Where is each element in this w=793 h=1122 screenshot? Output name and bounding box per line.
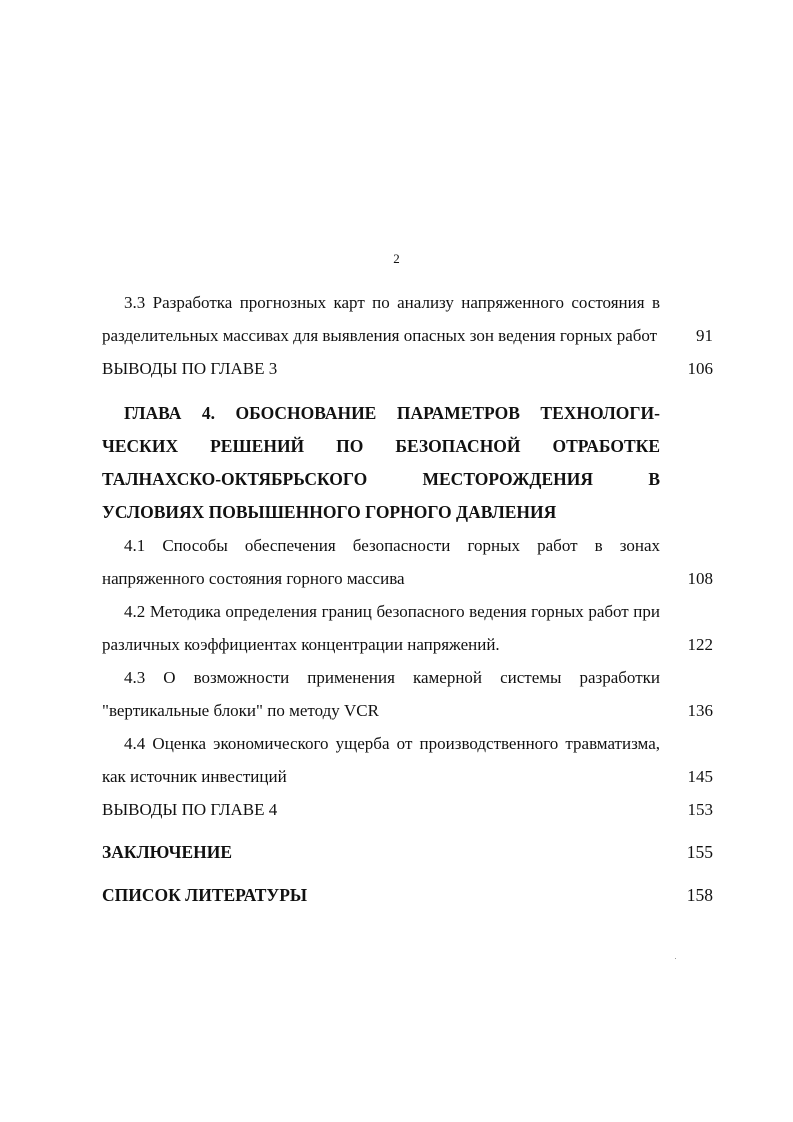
page-number: 2 (393, 251, 400, 266)
toc-entry-page: 158 (686, 885, 713, 905)
toc-entry-page: 136 (687, 701, 713, 720)
toc-entry-text: ВЫВОДЫ ПО ГЛАВЕ 3 (102, 359, 278, 378)
toc-entry-page: 155 (686, 842, 713, 862)
toc-entry-text: ВЫВОДЫ ПО ГЛАВЕ 4 (102, 800, 278, 819)
toc-entry-text: 4.3 О возможности применения камерной системы разработки "вертикальные блоки" по методу VCR (102, 668, 660, 720)
toc-entry-text: 4.4 Оценка экономического ущерба от производственного травматизма, как источник инвестиций (102, 734, 660, 786)
chapter-4-heading: ГЛАВА 4. ОБОСНОВАНИЕ ПАРАМЕТРОВ ТЕХНОЛОГИ-ЧЕСКИХ РЕШЕНИЙ ПО БЕЗОПАСНОЙ ОТРАБОТКЕ ТАЛНАХСКО-ОКТЯБРЬСКОГО МЕСТОРОЖДЕНИЯ В УСЛОВИЯХ ПОВЫШЕННОГО ГОРНОГО ДАВЛЕНИЯ (102, 403, 660, 522)
toc-entry-4-2[interactable] (102, 595, 713, 661)
scan-speck (675, 958, 676, 959)
toc-entry-page: 145 (687, 767, 713, 786)
toc-entry-page: 91 (696, 326, 713, 345)
toc-entry-page: 106 (687, 359, 713, 378)
toc-entry-text: СПИСОК ЛИТЕРАТУРЫ (102, 885, 308, 905)
table-of-contents (102, 286, 713, 912)
toc-entry-references[interactable] (102, 879, 713, 912)
toc-entry-page: 108 (687, 569, 713, 588)
toc-entry-conclusion[interactable] (102, 836, 713, 869)
toc-entry-text: 3.3 Разработка прогнозных карт по анализу напряженного состояния в разделительных массивах для выявления опасных зон ведения горных работ (102, 293, 660, 345)
toc-entry-conclusions-3[interactable] (102, 352, 713, 385)
toc-entry-page: 122 (687, 635, 713, 654)
toc-entry-4-1[interactable] (102, 529, 713, 595)
toc-entry-conclusions-4[interactable] (102, 793, 713, 826)
toc-entry-text: 4.2 Методика определения границ безопасного ведения горных работ при различных коэффициентах концентрации напряжений. (102, 602, 660, 654)
toc-entry-page: 153 (687, 800, 713, 819)
toc-entry-3-3[interactable] (102, 286, 713, 352)
toc-entry-text: 4.1 Способы обеспечения безопасности горных работ в зонах напряженного состояния горного массива (102, 536, 660, 588)
toc-entry-4-4[interactable] (102, 727, 713, 793)
toc-entry-4-3[interactable] (102, 661, 713, 727)
toc-entry-text: ЗАКЛЮЧЕНИЕ (102, 842, 233, 862)
